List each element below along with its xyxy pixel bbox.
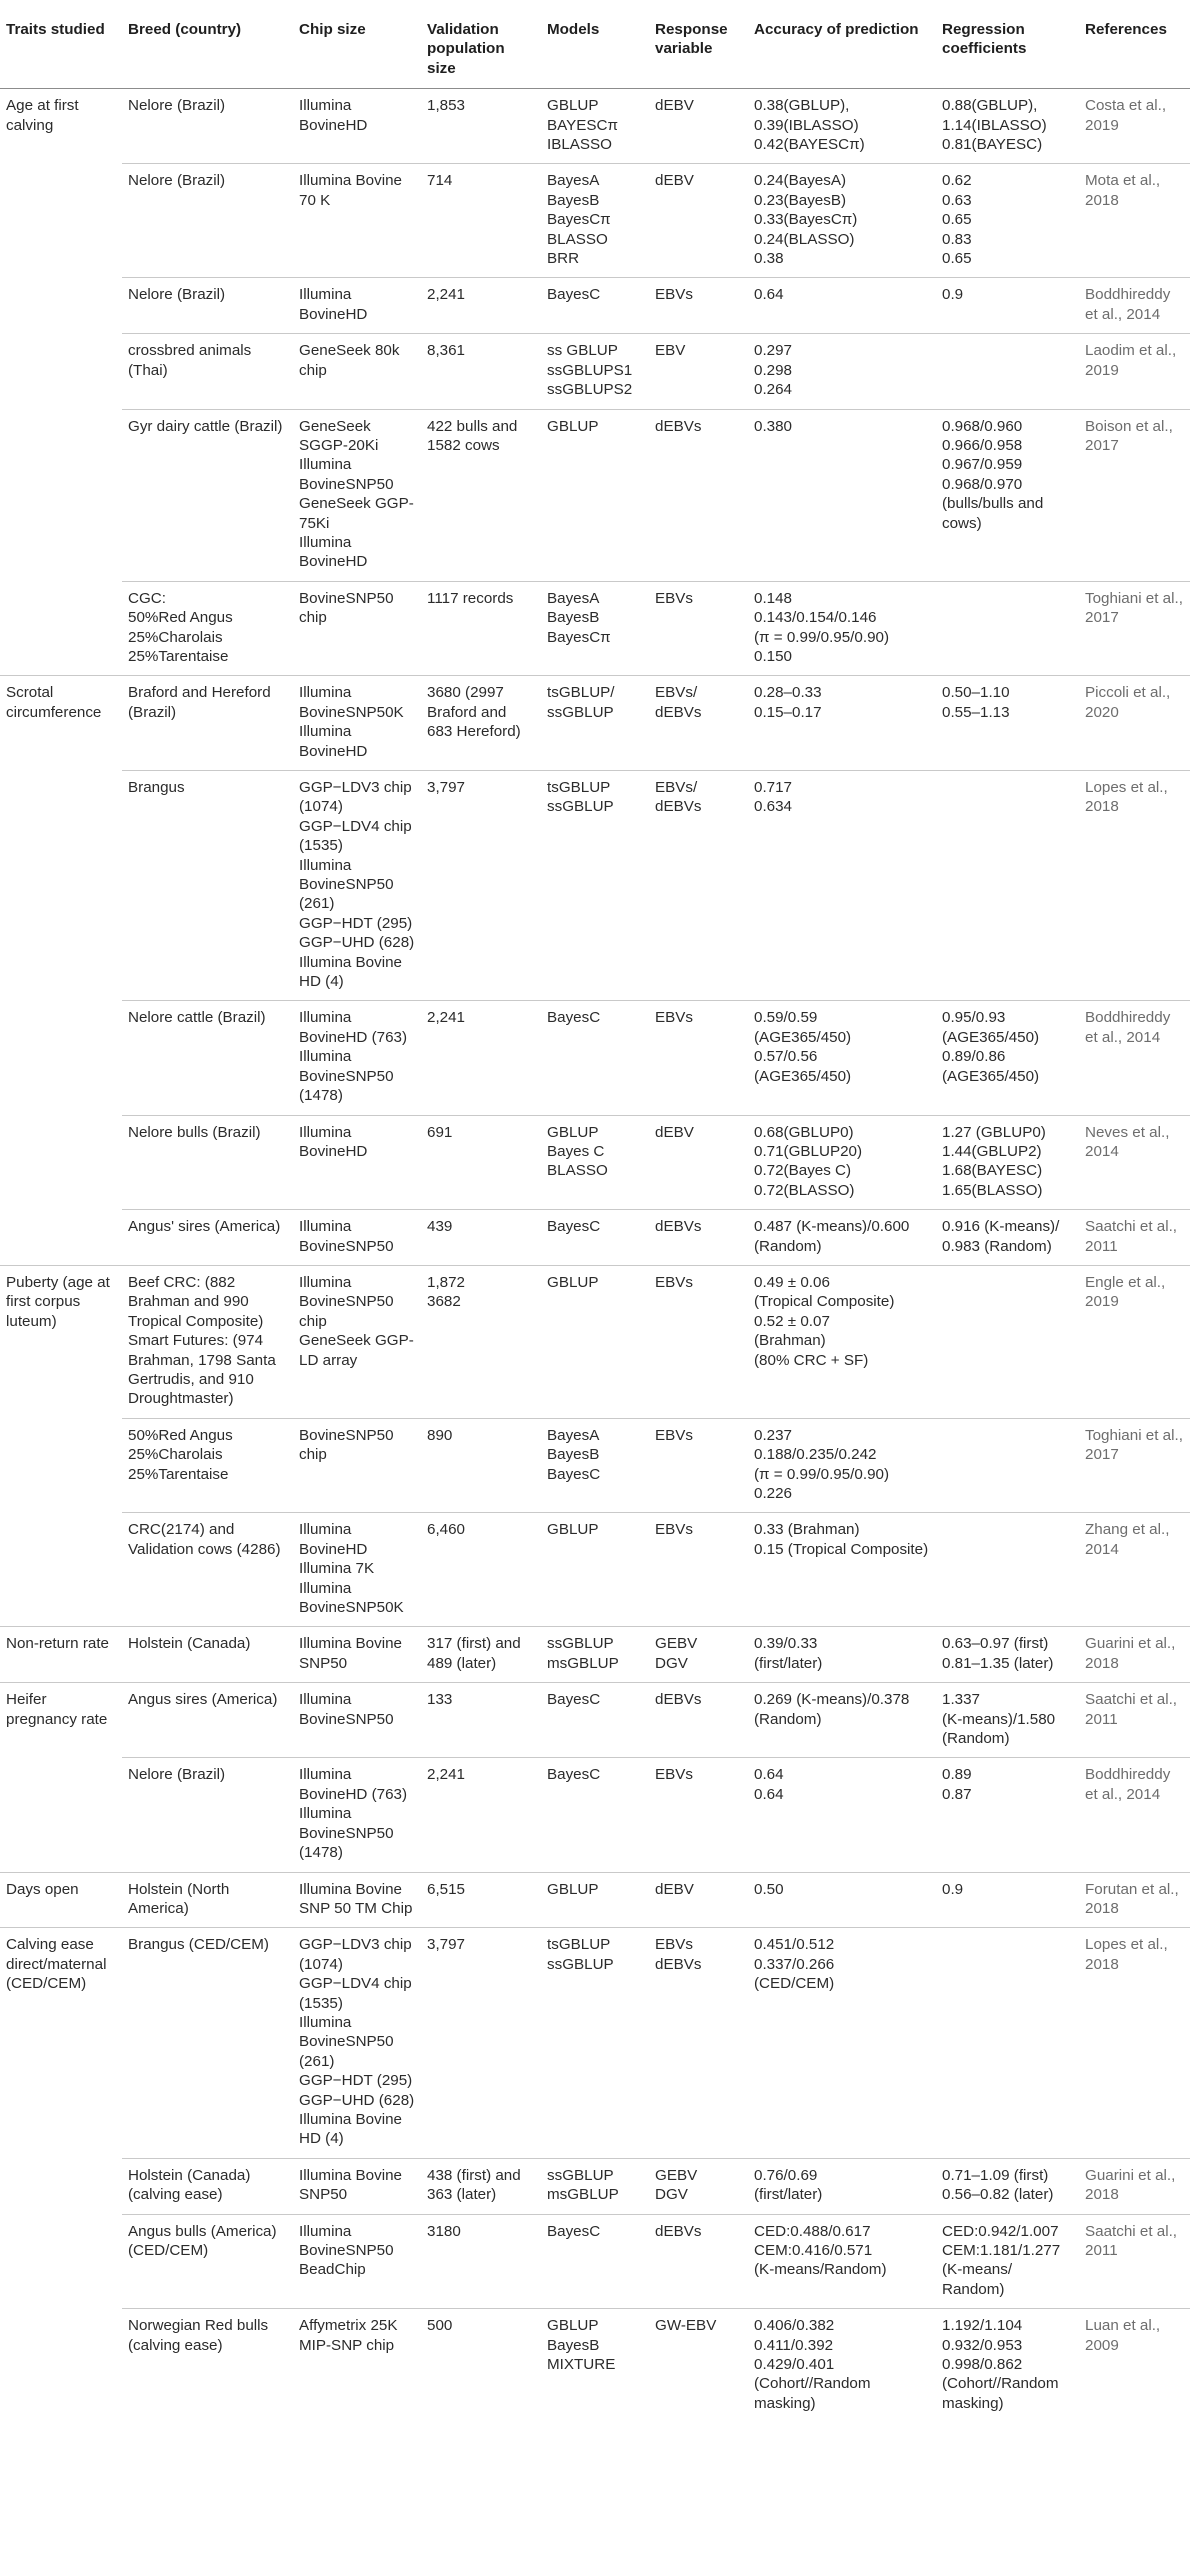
regression-cell: 0.63–0.97 (first) 0.81–1.35 (later) [936,1627,1079,1683]
trait-cell [0,2158,122,2214]
trait-cell [0,581,122,676]
response-cell: EBVs [649,581,748,676]
validation-size-cell: 500 [421,2309,541,2423]
trait-cell [0,278,122,334]
models-cell: ssGBLUP msGBLUP [541,2158,649,2214]
models-cell: GBLUP BayesB MIXTURE [541,2309,649,2423]
accuracy-cell: 0.68(GBLUP0) 0.71(GBLUP20) 0.72(Bayes C) 0.72(BLASSO) [748,1115,936,1210]
chip-cell: Illumina BovineSNP50 [293,1683,421,1758]
models-cell: GBLUP [541,409,649,581]
validation-size-cell: 2,241 [421,278,541,334]
trait-cell [0,1758,122,1872]
table-row [0,1115,1190,1210]
table-row [0,771,1190,1001]
breed-cell: Nelore bulls (Brazil) [122,1115,293,1210]
response-cell: EBV [649,334,748,409]
response-cell: EBVs [649,1418,748,1513]
models-cell: GBLUP [541,1872,649,1928]
reference-cell: Toghiani et al., 2017 [1079,1418,1190,1513]
models-cell: GBLUP Bayes C BLASSO [541,1115,649,1210]
response-cell: EBVs [649,278,748,334]
trait-cell: Age at first calving [6,97,79,134]
breed-cell: Braford and Hereford (Brazil) [122,676,293,771]
chip-cell: GGP−LDV3 chip (1074) GGP−LDV4 chip (1535) Illumina BovineSNP50 (261) GGP−HDT (295) GGP−UHD (628) Illumina Bovine HD (4) [293,771,421,1001]
regression-cell: 0.71–1.09 (first) 0.56–0.82 (later) [936,2158,1079,2214]
chip-cell: Illumina Bovine SNP50 [293,2158,421,2214]
chip-cell: Illumina BovineSNP50 BeadChip [293,2214,421,2309]
regression-cell: 1.27 (GBLUP0) 1.44(GBLUP2) 1.68(BAYESC) 1.65(BLASSO) [936,1115,1079,1210]
trait-cell: Non-return rate [0,1627,122,1683]
chip-cell: Illumina BovineSNP50 [293,1210,421,1266]
reference-cell: Laodim et al., 2019 [1079,334,1190,409]
models-cell: tsGBLUP/ ssGBLUP [541,676,649,771]
validation-size-cell: 691 [421,1115,541,1210]
table-row [0,581,1190,676]
models-cell: GBLUP [541,1265,649,1418]
reference-cell: Saatchi et al., 2011 [1079,2214,1190,2309]
chip-cell: Affymetrix 25K MIP-SNP chip [293,2309,421,2423]
table-row [0,2158,1190,2214]
chip-cell: Illumina BovineSNP50K Illumina BovineHD [293,676,421,771]
response-cell: dEBV [649,1872,748,1928]
models-cell: BayesC [541,1210,649,1266]
accuracy-cell: 0.451/0.512 0.337/0.266 (CED/CEM) [748,1928,936,2158]
models-cell: GBLUP BAYESCπ IBLASSO [547,97,618,154]
response-cell: EBVs/ dEBVs [649,676,748,771]
breed-cell: Brangus (CED/CEM) [122,1928,293,2158]
table-row [0,1627,1190,1683]
response-cell: EBVs [649,1758,748,1872]
validation-size-cell: 1,853 [427,97,466,115]
chip-cell: GGP−LDV3 chip (1074) GGP−LDV4 chip (1535) Illumina BovineSNP50 (261) GGP−HDT (295) GGP−UHD (628) Illumina Bovine HD (4) [293,1928,421,2158]
reference-cell: Zhang et al., 2014 [1079,1513,1190,1627]
trait-cell [0,1115,122,1210]
regression-cell: 0.50–1.10 0.55–1.13 [936,676,1079,771]
header-response: Response variable [649,0,748,89]
response-cell: EBVs [649,1513,748,1627]
validation-size-cell: 3,797 [421,1928,541,2158]
accuracy-cell: 0.39/0.33 (first/later) [748,1627,936,1683]
reference-cell: Guarini et al., 2018 [1079,2158,1190,2214]
validation-size-cell: 714 [421,164,541,278]
validation-size-cell: 890 [421,1418,541,1513]
response-cell: dEBV [655,97,694,115]
reference-cell: Engle et al., 2019 [1079,1265,1190,1418]
breed-cell: Angus sires (America) [122,1683,293,1758]
response-cell: EBVs dEBVs [649,1928,748,2158]
accuracy-cell: 0.38(GBLUP), 0.39(IBLASSO) 0.42(BAYESCπ) [754,97,865,154]
reference-cell: Lopes et al., 2018 [1079,771,1190,1001]
accuracy-cell: 0.50 [748,1872,936,1928]
models-cell: BayesA BayesB BayesCπ BLASSO BRR [541,164,649,278]
table-row [0,409,1190,581]
breed-cell: Angus' sires (America) [122,1210,293,1266]
accuracy-cell: 0.148 0.143/0.154/0.146 (π = 0.99/0.95/0.90) 0.150 [748,581,936,676]
trait-cell [0,771,122,1001]
models-cell: BayesC [541,2214,649,2309]
response-cell: EBVs [649,1001,748,1115]
trait-cell: Heifer pregnancy rate [0,1683,122,1758]
models-cell: BayesC [541,1683,649,1758]
reference-cell: Boddhireddy et al., 2014 [1079,1758,1190,1872]
models-cell: BayesC [541,1001,649,1115]
models-cell: BayesC [541,1758,649,1872]
trait-cell [0,1210,122,1266]
trait-cell [0,409,122,581]
table-row [0,1210,1190,1266]
breed-cell: CGC: 50%Red Angus 25%Charolais 25%Tarentaise [122,581,293,676]
response-cell: EBVs/ dEBVs [649,771,748,1001]
accuracy-cell: CED:0.488/0.617 CEM:0.416/0.571 (K-means/Random) [748,2214,936,2309]
trait-cell [0,1513,122,1627]
accuracy-cell: 0.64 0.64 [748,1758,936,1872]
regression-cell: 1.192/1.104 0.932/0.953 0.998/0.862 (Cohort//Random masking) [936,2309,1079,2423]
reference-cell: Toghiani et al., 2017 [1079,581,1190,676]
table-row [0,1928,1190,2158]
models-cell: BayesC [541,278,649,334]
regression-cell [936,1418,1079,1513]
accuracy-cell: 0.33 (Brahman) 0.15 (Tropical Composite) [748,1513,936,1627]
accuracy-cell: 0.297 0.298 0.264 [748,334,936,409]
breed-cell: 50%Red Angus 25%Charolais 25%Tarentaise [122,1418,293,1513]
accuracy-cell: 0.717 0.634 [748,771,936,1001]
validation-size-cell: 6,515 [421,1872,541,1928]
trait-cell [0,1001,122,1115]
reference-cell: Boison et al., 2017 [1079,409,1190,581]
reference-cell: Luan et al., 2009 [1079,2309,1190,2423]
table-row [0,676,1190,771]
accuracy-cell: 0.24(BayesA) 0.23(BayesB) 0.33(BayesCπ) 0.24(BLASSO) 0.38 [748,164,936,278]
regression-cell: 1.337 (K-means)/1.580 (Random) [936,1683,1079,1758]
reference-cell: Costa et al., 2019 [1085,97,1167,134]
trait-cell: Calving ease direct/maternal (CED/CEM) [0,1928,122,2158]
table-row [0,1758,1190,1872]
table-row [0,89,1190,164]
trait-cell [0,334,122,409]
breed-cell: Brangus [122,771,293,1001]
chip-cell: Illumina BovineHD (763) Illumina BovineSNP50 (1478) [293,1001,421,1115]
trait-cell [0,2309,122,2423]
table-row [0,164,1190,278]
models-cell: tsGBLUP ssGBLUP [541,771,649,1001]
table-row [0,1513,1190,1627]
table-row [0,1265,1190,1418]
response-cell: GW-EBV [649,2309,748,2423]
models-cell: ss GBLUP ssGBLUPS1 ssGBLUPS2 [541,334,649,409]
reference-cell: Piccoli et al., 2020 [1079,676,1190,771]
regression-cell: 0.9 [936,278,1079,334]
validation-size-cell: 3680 (2997 Braford and 683 Hereford) [421,676,541,771]
validation-size-cell: 3180 [421,2214,541,2309]
reference-cell: Guarini et al., 2018 [1079,1627,1190,1683]
validation-size-cell: 6,460 [421,1513,541,1627]
header-references: References [1079,0,1190,89]
regression-cell: CED:0.942/1.007 CEM:1.181/1.277 (K-means/ Random) [936,2214,1079,2309]
accuracy-cell: 0.59/0.59 (AGE365/450) 0.57/0.56 (AGE365/450) [748,1001,936,1115]
validation-size-cell: 1117 records [421,581,541,676]
validation-size-cell: 2,241 [421,1001,541,1115]
accuracy-cell: 0.380 [748,409,936,581]
chip-cell: GeneSeek SGGP-20Ki Illumina BovineSNP50 GeneSeek GGP-75Ki Illumina BovineHD [293,409,421,581]
table-row [0,2309,1190,2423]
chip-cell: BovineSNP50 chip [293,1418,421,1513]
regression-cell: 0.916 (K-means)/ 0.983 (Random) [936,1210,1079,1266]
trait-cell [0,164,122,278]
table-row [0,1001,1190,1115]
response-cell: GEBV DGV [649,1627,748,1683]
header-row [0,0,1190,89]
accuracy-cell: 0.49 ± 0.06 (Tropical Composite) 0.52 ± 0.07 (Brahman) (80% CRC + SF) [748,1265,936,1418]
response-cell: GEBV DGV [649,2158,748,2214]
breed-cell: Norwegian Red bulls (calving ease) [122,2309,293,2423]
accuracy-cell: 0.28–0.33 0.15–0.17 [748,676,936,771]
accuracy-cell: 0.237 0.188/0.235/0.242 (π = 0.99/0.95/0.90) 0.226 [748,1418,936,1513]
chip-cell: Illumina Bovine SNP50 [293,1627,421,1683]
header-regression: Regression coefficients [936,0,1079,89]
response-cell: dEBVs [649,1683,748,1758]
regression-cell: 0.88(GBLUP), 1.14(IBLASSO) 0.81(BAYESC) [942,97,1047,154]
reference-cell: Neves et al., 2014 [1079,1115,1190,1210]
trait-cell: Puberty (age at first corpus luteum) [0,1265,122,1418]
validation-size-cell: 133 [421,1683,541,1758]
chip-cell: BovineSNP50 chip [293,581,421,676]
accuracy-cell: 0.64 [748,278,936,334]
breed-cell: Gyr dairy cattle (Brazil) [122,409,293,581]
header-breed: Breed (country) [122,0,293,89]
validation-size-cell: 8,361 [421,334,541,409]
header-chip-size: Chip size [293,0,421,89]
reference-cell: Mota et al., 2018 [1079,164,1190,278]
header-validation-size: Validation population size [421,0,541,89]
breed-cell: Nelore (Brazil) [128,97,226,115]
table-row [0,1418,1190,1513]
regression-cell: 0.95/0.93 (AGE365/450) 0.89/0.86 (AGE365/450) [936,1001,1079,1115]
reference-cell: Boddhireddy et al., 2014 [1079,278,1190,334]
models-cell: GBLUP [541,1513,649,1627]
regression-cell: 0.9 [936,1872,1079,1928]
header-models: Models [541,0,649,89]
regression-cell [936,581,1079,676]
accuracy-cell: 0.269 (K-means)/0.378 (Random) [748,1683,936,1758]
models-cell: tsGBLUP ssGBLUP [541,1928,649,2158]
trait-cell: Scrotal circumference [0,676,122,771]
breed-cell: Holstein (North America) [122,1872,293,1928]
breed-cell: Nelore (Brazil) [122,1758,293,1872]
validation-size-cell: 3,797 [421,771,541,1001]
reference-cell: Boddhireddy et al., 2014 [1079,1001,1190,1115]
header-accuracy: Accuracy of prediction [748,0,936,89]
reference-cell: Forutan et al., 2018 [1079,1872,1190,1928]
breed-cell: Nelore (Brazil) [122,278,293,334]
trait-cell [0,2214,122,2309]
validation-size-cell: 2,241 [421,1758,541,1872]
table-row [0,278,1190,334]
response-cell: dEBV [649,164,748,278]
reference-cell: Saatchi et al., 2011 [1079,1210,1190,1266]
regression-cell [936,334,1079,409]
validation-size-cell: 439 [421,1210,541,1266]
chip-cell: Illumina Bovine SNP 50 TM Chip [293,1872,421,1928]
response-cell: dEBVs [649,409,748,581]
breed-cell: Nelore (Brazil) [122,164,293,278]
validation-size-cell: 438 (first) and 363 (later) [421,2158,541,2214]
chip-cell: Illumina BovineHD (763) Illumina BovineSNP50 (1478) [293,1758,421,1872]
table-row [0,1683,1190,1758]
chip-cell: Illumina BovineHD [293,1115,421,1210]
table-row [0,334,1190,409]
breed-cell: Angus bulls (America) (CED/CEM) [122,2214,293,2309]
breed-cell: Holstein (Canada) (calving ease) [122,2158,293,2214]
accuracy-cell: 0.76/0.69 (first/later) [748,2158,936,2214]
breed-cell: CRC(2174) and Validation cows (4286) [122,1513,293,1627]
breed-cell: Holstein (Canada) [122,1627,293,1683]
table-row [0,2214,1190,2309]
trait-cell: Days open [0,1872,122,1928]
response-cell: EBVs [649,1265,748,1418]
regression-cell [936,1513,1079,1627]
trait-cell [0,1418,122,1513]
chip-cell: Illumina Bovine 70 K [293,164,421,278]
validation-size-cell: 317 (first) and 489 (later) [421,1627,541,1683]
validation-size-cell: 422 bulls and 1582 cows [421,409,541,581]
models-cell: ssGBLUP msGBLUP [541,1627,649,1683]
regression-cell [936,771,1079,1001]
breed-cell: Nelore cattle (Brazil) [122,1001,293,1115]
header-traits: Traits studied [0,0,122,89]
regression-cell [936,1928,1079,2158]
breed-cell: Beef CRC: (882 Brahman and 990 Tropical Composite) Smart Futures: (974 Brahman, 1798 Santa Gertrudis, and 910 Droughtmaster) [122,1265,293,1418]
breed-cell: crossbred animals (Thai) [122,334,293,409]
chip-cell: GeneSeek 80k chip [293,334,421,409]
models-cell: BayesA BayesB BayesC [541,1418,649,1513]
table-row [0,1872,1190,1928]
regression-cell: 0.89 0.87 [936,1758,1079,1872]
validation-size-cell: 1,872 3682 [421,1265,541,1418]
reference-cell: Lopes et al., 2018 [1079,1928,1190,2158]
accuracy-cell: 0.406/0.382 0.411/0.392 0.429/0.401 (Cohort//Random masking) [748,2309,936,2423]
table-body [0,89,1190,2423]
chip-cell: Illumina BovineSNP50 chip GeneSeek GGP-LD array [293,1265,421,1418]
chip-cell: Illumina BovineHD Illumina 7K Illumina BovineSNP50K [293,1513,421,1627]
regression-cell: 0.62 0.63 0.65 0.83 0.65 [936,164,1079,278]
chip-cell: Illumina BovineHD [293,278,421,334]
chip-cell: Illumina BovineHD [299,97,368,134]
regression-cell [936,1265,1079,1418]
reference-cell: Saatchi et al., 2011 [1079,1683,1190,1758]
response-cell: dEBV [649,1115,748,1210]
regression-cell: 0.968/0.960 0.966/0.958 0.967/0.959 0.968/0.970 (bulls/bulls and cows) [936,409,1079,581]
accuracy-cell: 0.487 (K-means)/0.600 (Random) [748,1210,936,1266]
response-cell: dEBVs [649,2214,748,2309]
models-cell: BayesA BayesB BayesCπ [541,581,649,676]
response-cell: dEBVs [649,1210,748,1266]
